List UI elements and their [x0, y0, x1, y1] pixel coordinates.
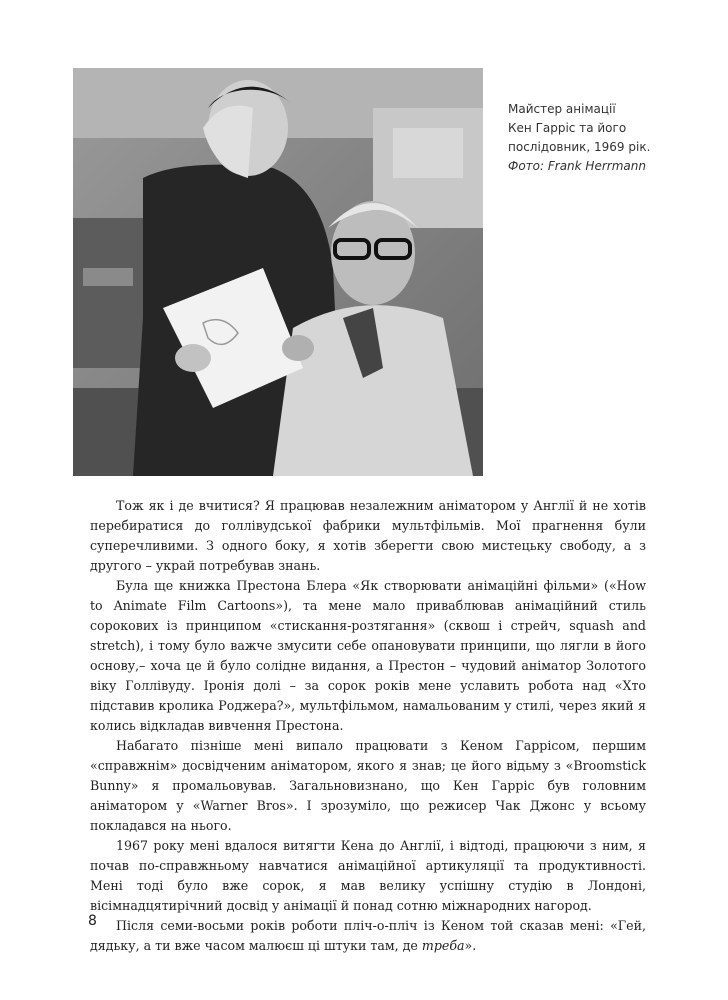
- paragraph-text: Після семи-восьми років роботи пліч-о-пліч із Кеном той сказав мені: «Гей, дядьку, а ти вже часом малюєш ці штуки там, де: [90, 918, 646, 953]
- paragraph: 1967 року мені вдалося витягти Кена до Англії, і відтоді, працюючи з ним, я почав по-справжньому навчатися анімаційної артикуляції та продуктивності. Мені тоді було вже сорок, я мав велику успішну студію в Лондоні, вісімнадцятирічний досвід у анімації й понад сотню міжнародних нагород.: [90, 838, 646, 913]
- paragraph: Набагато пізніше мені випало працювати з Кеном Гаррісом, першим «справжнім» досвідченим аніматором, якого я знав; це його відьму з «Broomstick Bunny» я промальовував. Загальновизнано, що Кен Гарріс був головним аніматором у «Warner Bros». І зрозуміло, що режисер Чак Джонс у всьому покладався на нього.: [90, 738, 646, 833]
- caption-line: Кен Гарріс та його: [508, 121, 627, 135]
- photo-credit: Фото: Frank Herrmann: [508, 159, 646, 173]
- caption-line: послідовник, 1969 рік.: [508, 140, 651, 154]
- paragraph: Тож як і де вчитися? Я працював незалежним аніматором у Англії й не хотів перебиратися до голлівудської фабрики мультфільмів. Мої прагнення були суперечливими. З одного боку, я хотів зберегти свою мистецьку свободу, а з другого – украй потребував знань.: [90, 498, 646, 573]
- paragraph-text-end: ».: [464, 938, 477, 953]
- body-text: [90, 496, 646, 956]
- emphasis-text: треба: [421, 938, 465, 953]
- photo-ken-harris-and-student: [73, 68, 483, 476]
- paragraph: Була ще книжка Престона Блера «Як створювати анімаційні фільми» («How to Animate Film Cartoons»), та мене мало приваблював анімаційний стиль сорокових із принципом «стискання-розтягання» (сквош і стрейч, squash and stretch), і тому було важче змусити себе опановувати принципи, що лягли в його основу,– хоча це й було солідне видання, а Престон – чудовий аніматор Золотого віку Голлівуду. Іронія долі – за сорок років мене уславить робота над «Хто підставив кролика Роджера?», мультфільмом, намальованим у стилі, через який я колись відкладав вивчення Престона.: [90, 578, 646, 733]
- page-number: 8: [88, 913, 97, 929]
- photo-illustration: [73, 68, 483, 476]
- caption-line: Майстер анімації: [508, 102, 616, 116]
- photo-caption: [508, 100, 708, 176]
- paragraph-last: [90, 916, 646, 956]
